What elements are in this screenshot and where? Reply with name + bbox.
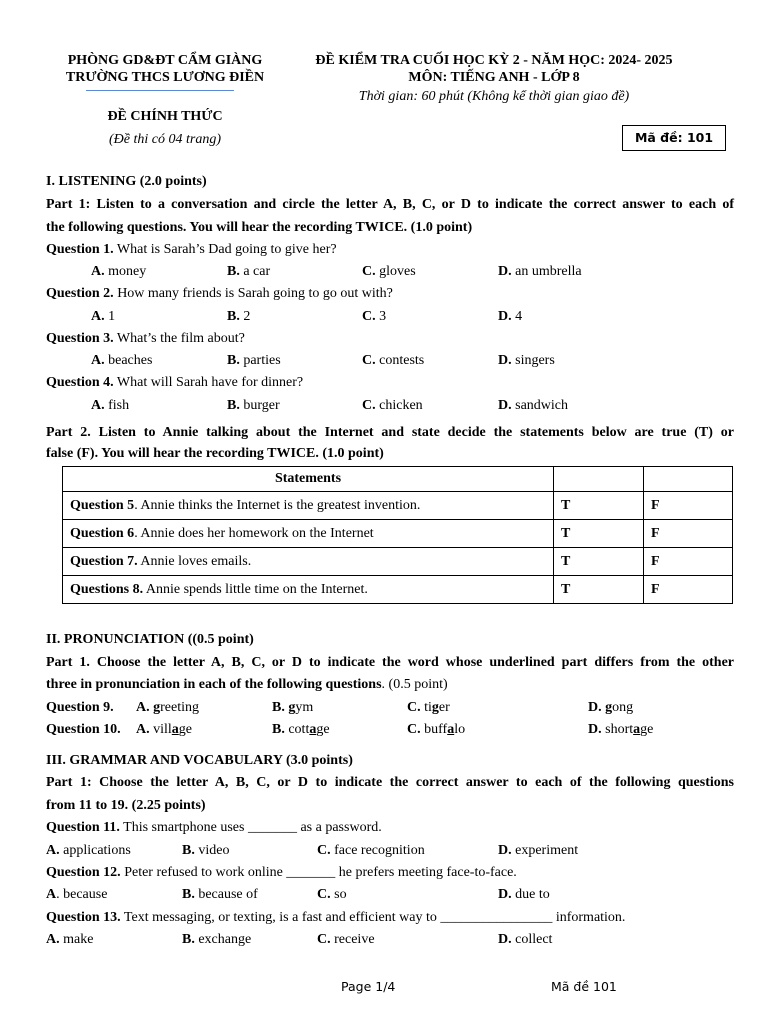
question-2-options <box>91 307 731 327</box>
question-1-options <box>91 262 731 282</box>
table-row <box>63 520 733 548</box>
question-4-options <box>91 396 731 416</box>
pronunciation-instruction: Part 1. Choose the letter A, B, C, or D to indicate the word whose underlined part differs from the other <box>46 655 734 670</box>
statement-5: Question 5. Annie thinks the Internet is the greatest invention. <box>63 492 554 520</box>
q13-option-a[interactable]: A. make <box>46 932 94 947</box>
exam-title: ĐỀ KIỂM TRA CUỐI HỌC KỲ 2 - NĂM HỌC: 2024- 2025 <box>315 53 673 68</box>
q12-option-c[interactable]: C. so <box>317 887 347 902</box>
pages-note: (Đề thi có 04 trang) <box>109 132 221 147</box>
statement-6-false[interactable]: F <box>644 520 733 548</box>
question-13-options <box>46 930 734 950</box>
listening-part2-instruction: Part 2. Listen to Annie talking about the Internet and state decide the statements below are true (T) or <box>46 425 734 440</box>
question-9-label: Question 9. <box>46 700 114 715</box>
table-row <box>63 576 733 604</box>
statements-table <box>62 466 733 604</box>
q10-option-d[interactable]: D. shortage <box>588 722 654 737</box>
q1-option-a[interactable]: A. money <box>91 264 147 279</box>
question-12: Question 12. Peter refused to work online _______ he prefers meeting face-to-face. <box>46 865 517 880</box>
q3-option-b[interactable]: B. parties <box>227 353 281 368</box>
q12-option-b[interactable]: B. because of <box>182 887 258 902</box>
q4-option-b[interactable]: B. burger <box>227 398 280 413</box>
q10-option-b[interactable]: B. cottage <box>272 722 330 737</box>
page-number: Page 1/4 <box>341 979 396 994</box>
q9-option-c[interactable]: C. tiger <box>407 700 450 715</box>
header-divider <box>86 90 234 91</box>
statements-header: Statements <box>63 467 554 492</box>
grammar-instruction: Part 1: Choose the letter A, B, C, or D to indicate the correct answer to each of the following questions <box>46 775 734 790</box>
statement-5-true[interactable]: T <box>554 492 644 520</box>
question-9 <box>46 698 734 718</box>
q10-option-c[interactable]: C. buffalo <box>407 722 466 737</box>
statement-6: Question 6. Annie does her homework on the Internet <box>63 520 554 548</box>
question-3: Question 3. What’s the film about? <box>46 331 245 346</box>
question-11-options <box>46 841 734 861</box>
question-4: Question 4. What will Sarah have for dinner? <box>46 375 304 390</box>
question-1: Question 1. What is Sarah’s Dad going to give her? <box>46 242 337 257</box>
question-2: Question 2. How many friends is Sarah going to go out with? <box>46 286 393 301</box>
q9-option-a[interactable]: A. greeting <box>136 700 199 715</box>
education-office: PHÒNG GD&ĐT CẨM GIÀNG <box>67 53 263 68</box>
q3-option-d[interactable]: D. singers <box>498 353 555 368</box>
pronunciation-section-title: II. PRONUNCIATION ((0.5 point) <box>46 632 254 647</box>
exam-code-box: Mã đề: 101 <box>622 125 726 151</box>
header-cell-f <box>644 467 733 492</box>
listening-section-title: I. LISTENING (2.0 points) <box>46 174 207 189</box>
grammar-section-title: III. GRAMMAR AND VOCABULARY (3.0 points) <box>46 753 353 768</box>
q2-option-a[interactable]: A. 1 <box>91 309 116 324</box>
statement-8-false[interactable]: F <box>644 576 733 604</box>
question-10-label: Question 10. <box>46 722 121 737</box>
q2-option-b[interactable]: B. 2 <box>227 309 251 324</box>
statement-5-false[interactable]: F <box>644 492 733 520</box>
listening-part1-instruction-cont: the following questions. You will hear the recording TWICE. (1.0 point) <box>46 220 473 235</box>
q12-option-d[interactable]: D. due to <box>498 887 550 902</box>
q10-option-a[interactable]: A. village <box>136 722 193 737</box>
statement-8: Questions 8. Annie spends little time on the Internet. <box>63 576 554 604</box>
statement-7-true[interactable]: T <box>554 548 644 576</box>
question-12-options <box>46 885 734 905</box>
footer-exam-code: Mã đề 101 <box>551 979 617 994</box>
statement-8-true[interactable]: T <box>554 576 644 604</box>
listening-part1-instruction: Part 1: Listen to a conversation and circle the letter A, B, C, or D to indicate the correct answer to each of <box>46 197 734 212</box>
q2-option-c[interactable]: C. 3 <box>362 309 387 324</box>
statement-6-true[interactable]: T <box>554 520 644 548</box>
q13-option-b[interactable]: B. exchange <box>182 932 252 947</box>
official-label: ĐỀ CHÍNH THỨC <box>107 109 223 124</box>
q3-option-c[interactable]: C. contests <box>362 353 425 368</box>
grammar-instruction-cont: from 11 to 19. (2.25 points) <box>46 798 206 813</box>
q11-option-b[interactable]: B. video <box>182 843 230 858</box>
school-name: TRƯỜNG THCS LƯƠNG ĐIỀN <box>65 70 265 85</box>
statement-7-false[interactable]: F <box>644 548 733 576</box>
statement-7: Question 7. Annie loves emails. <box>63 548 554 576</box>
q11-option-a[interactable]: A. applications <box>46 843 131 858</box>
table-row <box>63 492 733 520</box>
q1-option-c[interactable]: C. gloves <box>362 264 416 279</box>
q4-option-d[interactable]: D. sandwich <box>498 398 569 413</box>
question-10 <box>46 720 734 740</box>
table-row <box>63 548 733 576</box>
listening-part2-instruction-cont: false (F). You will hear the recording TWICE. (1.0 point) <box>46 446 384 461</box>
q3-option-a[interactable]: A. beaches <box>91 353 153 368</box>
question-11: Question 11. This smartphone uses _______ as a password. <box>46 820 382 835</box>
question-3-options <box>91 351 731 371</box>
question-13: Question 13. Text messaging, or texting, is a fast and efficient way to ________________ information. <box>46 910 626 925</box>
exam-subject: MÔN: TIẾNG ANH - LỚP 8 <box>408 70 580 85</box>
q13-option-c[interactable]: C. receive <box>317 932 375 947</box>
q12-option-a[interactable]: A. because <box>46 887 108 902</box>
exam-time: Thời gian: 60 phút (Không kể thời gian giao đề) <box>358 89 630 104</box>
q11-option-d[interactable]: D. experiment <box>498 843 579 858</box>
pronunciation-instruction-cont: three in pronunciation in each of the following questions. (0.5 point) <box>46 677 448 692</box>
q2-option-d[interactable]: D. 4 <box>498 309 523 324</box>
q1-option-b[interactable]: B. a car <box>227 264 271 279</box>
q1-option-d[interactable]: D. an umbrella <box>498 264 582 279</box>
q11-option-c[interactable]: C. face recognition <box>317 843 425 858</box>
q9-option-b[interactable]: B. gym <box>272 700 314 715</box>
q4-option-c[interactable]: C. chicken <box>362 398 423 413</box>
header-cell-t <box>554 467 644 492</box>
q9-option-d[interactable]: D. gong <box>588 700 634 715</box>
q4-option-a[interactable]: A. fish <box>91 398 130 413</box>
q13-option-d[interactable]: D. collect <box>498 932 553 947</box>
